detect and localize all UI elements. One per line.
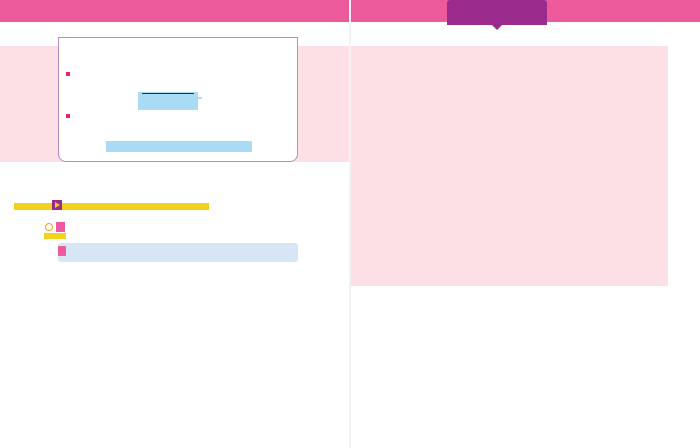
formula-indice-synthetique [106,141,252,152]
indice-simple-paragraph [66,72,291,81]
tab-cours[interactable] [384,0,424,22]
exercise-number-badge [56,222,65,232]
formula-numerator [142,93,194,94]
document-icon [58,246,66,256]
tab-exercices-sujets[interactable] [447,0,547,25]
right-pink-band [350,46,668,286]
objectif-bar [14,203,209,210]
exercise-intro [58,243,298,262]
formula-indice-simple [138,92,198,110]
formula-multiplier [198,97,202,99]
indice-synthetique-paragraph [66,114,291,123]
duration-badge [44,233,66,239]
bullet-icon [66,72,70,76]
timer-icon [45,223,53,231]
bullet-icon [66,114,70,118]
page-gutter [349,0,351,448]
play-icon [52,200,62,210]
tab-corriges[interactable] [572,0,624,22]
